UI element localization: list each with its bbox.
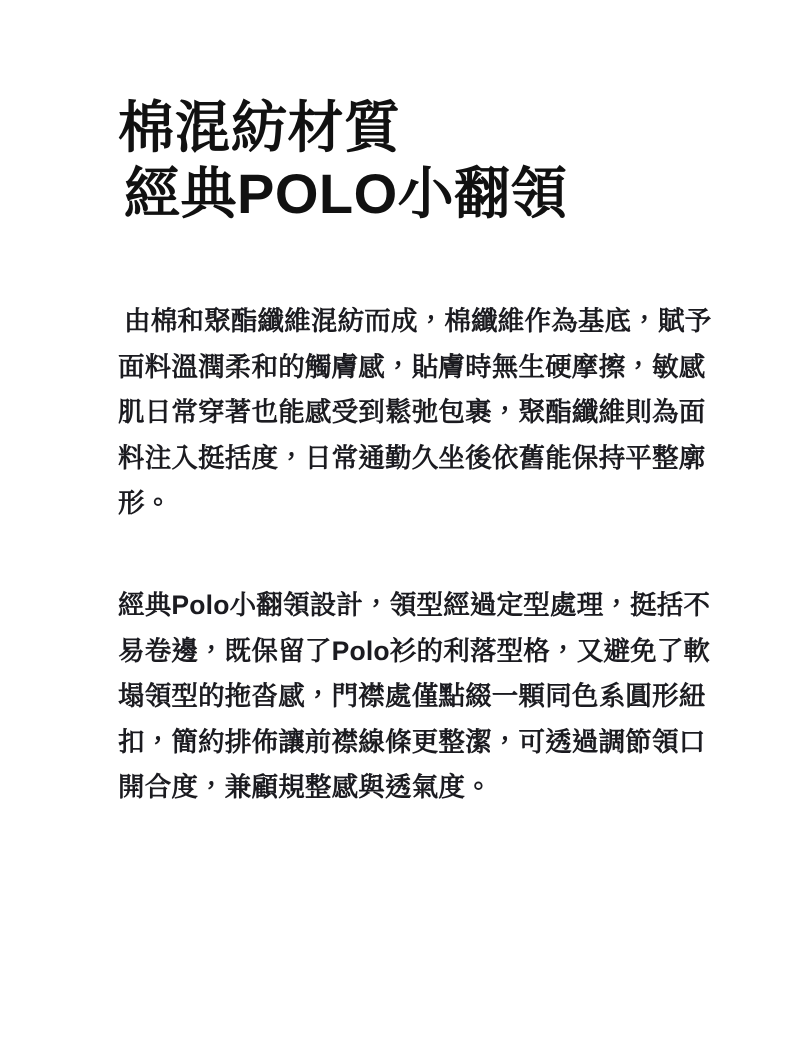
paragraph-material-text: 由棉和聚酯纖維混紡而成，棉纖維作為基底，賦予面料溫潤柔和的觸膚感，貼膚時無生硬摩擦，敏感肌日常穿著也能感受到鬆弛包裹，聚酯纖維則為面料注入挺括度，日常通勤久坐後依舊能保持平整廓形。 xyxy=(118,306,712,519)
page-title-line-2: 經典POLO小翻領 xyxy=(124,162,568,226)
paragraph-collar-text: 經典Polo小翻領設計，領型經過定型處理，挺括不易卷邊，既保留了Polo衫的利落型格，又避免了軟塌領型的拖沓感，門襟處僅點綴一顆同色系圓形紐扣，簡約排佈讓前襟線條更整潔，可透過調節領口開合度，兼顧規整感與透氣度。 xyxy=(118,590,711,803)
page-title-line-1: 棉混紡材質 xyxy=(118,96,401,159)
paragraph-material xyxy=(118,299,730,527)
description-body xyxy=(118,299,730,811)
page-title xyxy=(118,95,730,227)
paragraph-collar xyxy=(118,583,730,811)
